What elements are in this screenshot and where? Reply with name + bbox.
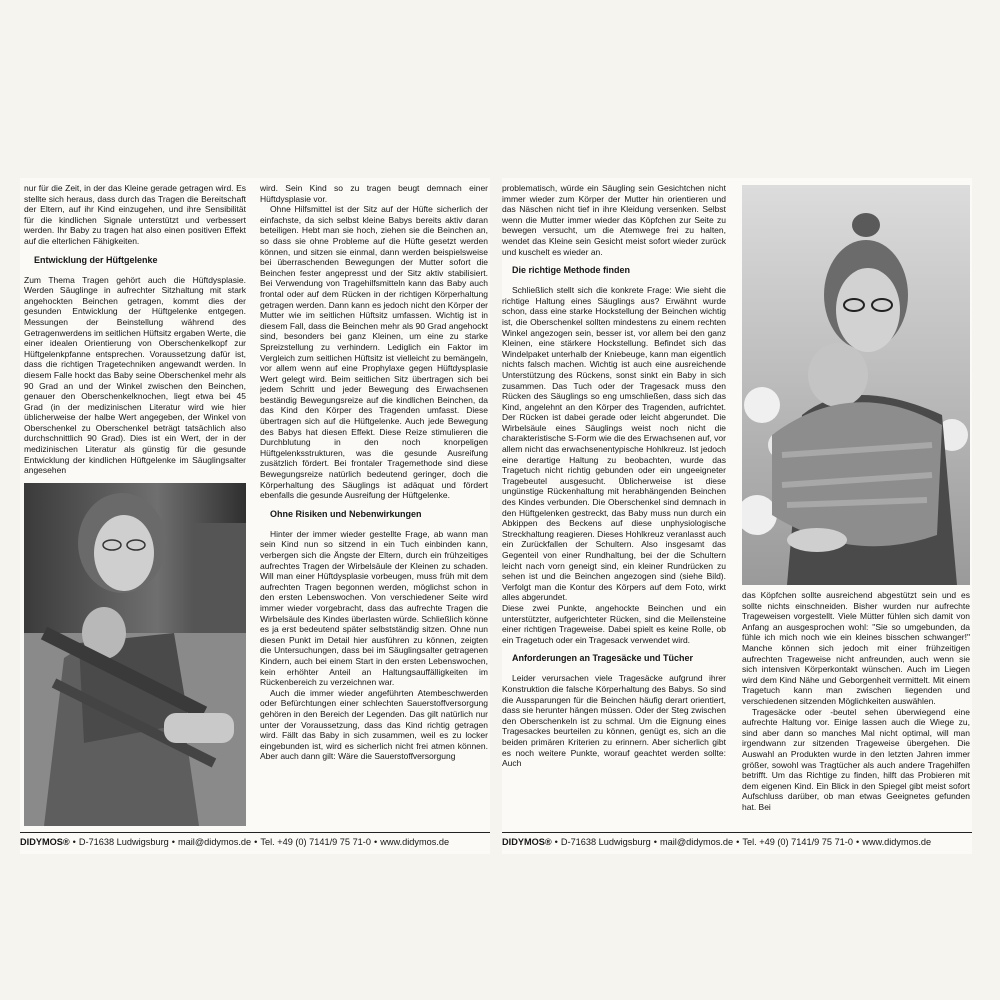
page-footer: DIDYMOS® • D-71638 Ludwigsburg • mail@didymos.de • Tel. +49 (0) 7141/9 75 71-0 • www.didymos.de	[20, 832, 490, 851]
paragraph: problematisch, würde ein Säugling sein Gesichtchen nicht immer wieder zum Körper der Mutter hin orientieren und das Näschen nicht tief in ihre Kleidung versenken. Selbst wenn die Mutter immer wieder das Köpfchen zur Seite zu bewegen versucht, um die Atemwege frei zu halten, wendet das Kleine sein Gesicht meist sofort wieder zurück und kuschelt es wieder an.	[502, 183, 726, 257]
section-heading: Entwicklung der Hüftgelenke	[34, 254, 158, 265]
footer-phone: Tel. +49 (0) 7141/9 75 71-0	[260, 837, 371, 847]
footer-brand: DIDYMOS®	[502, 837, 552, 847]
footer-address: D-71638 Ludwigsburg	[78, 837, 169, 847]
left-page	[20, 178, 490, 854]
footer-web[interactable]: www.didymos.de	[380, 837, 450, 847]
paragraph: Auch die immer wieder angeführten Atembeschwerden oder Befürchtungen einer schlechten Sauerstoffversorgung gehören in den Bereich der Legenden. Das gilt natürlich nur unter der Voraussetzung, dass das Kind richtig getragen wird. Fällt das Baby in sich zusammen, weil es zu locker eingebunden ist, wird es sicherlich nicht frei atmen können. Aber auch dann gilt: Wäre die Sauerstoffversorgung	[260, 687, 488, 762]
page-footer: DIDYMOS® • D-71638 Ludwigsburg • mail@didymos.de • Tel. +49 (0) 7141/9 75 71-0 • www.didymos.de	[502, 832, 972, 851]
footer-email[interactable]: mail@didymos.de	[660, 837, 734, 847]
paragraph: Diese zwei Punkte, angehockte Beinchen und ein unterstützter, aufgerichteter Rücken, sind die Meilensteine einer richtigen Trageweise. Dabei spielt es keine Rolle, ob ein Tragetuch oder ein Tragesack verwendet wird.	[502, 602, 726, 645]
right-page	[502, 178, 972, 854]
paragraph: Ohne Hilfsmittel ist der Sitz auf der Hüfte sicherlich der einfachste, da sich selbst kleine Babys bereits aktiv daran beteiligen. Hebt man sie hoch, ziehen sie die Beinchen an, so dass sie ohne Probleme auf die Hüfte gesetzt werden können, und sitzen sie einmal, dann werden beispielsweise bei überraschenden Bewegungen der Mutter sofort die Beinchen fester angepresst und der Sitz aktiv stabilisiert. Bei Verwendung von Tragehilfsmitteln kann das Baby auch frontal oder auf dem Rücken in der richtigen Körperhaltung getragen werden. Dann kann es jedoch nicht den Körper der Mutter wie im seitlichen Hüftsitz umfassen. Wichtig ist in diesem Fall, dass die Beinchen mehr als 90 Grad angehockt sind, besonders bei ganz Kleinen, um eine zu starke Spreizstellung zu verhindern. Lediglich ein Faktor im Vergleich zum seitlichen Hüftsitz ist vielleicht zu bemängeln, vor allem wenn auf eine Prophylaxe gegen Hüftdysplasie Wert gelegt wird. Beim seitlichen Sitz übertragen sich bei jedem Schritt und jeder Bewegung des Erwachsenen beständig Bewegungsreize auf die kindlichen Beinchen, da das Kind den Körper des Tragenden umfasst. Diese übertragen sich auf die Hüftgelenke. Auch jede Bewegung des Babys hat diesen Effekt. Diese Reize stimulieren die Durchblutung in den noch knorpeligen Hüftgelenksstrukturen, was die gesunde Ausreifung zusätzlich fördert. Bei frontaler Tragemethode sind diese Bewegungsreize natürlich bedeutend geringer, doch die Körperhaltung des Säuglings ist adäquat und fördert ebenfalls die gesunde Ausreifung der Hüftgelenke.	[260, 204, 488, 501]
paragraph: Leider verursachen viele Tragesäcke aufgrund ihrer Konstruktion die falsche Körperhaltung des Babys. So sind die Aussparungen für die Beinchen häufig derart orientiert, dass sie herunter hängen müssen. Oder der Steg zwischen den Oberschenkeln ist zu schmal. Um die Eignung eines Tragesackes beurteilen zu können, genügt es, sich an die beiden primären Kriterien zu erinnern. Aber sicherlich gibt es noch weitere Punkte, worauf geachtet werden sollte: Auch	[502, 673, 726, 769]
paragraph: Hinter der immer wieder gestellte Frage, ab wann man sein Kind nun so sitzend in ein Tuch einbinden kann, verbergen sich die Ängste der Eltern, durch ein frühzeitiges aufrechtes Tragen der Wirbelsäule der Kleinen zu schaden. Will man einer Hüftdysplasie vorbeugen, muss früh mit dem aufrechten Tragen begonnen werden, möglichst schon in den ersten Lebenswochen. Von verschiedener Seite wird immer wieder vorgebracht, dass das aufrechte Tragen die Wirbelsäule des Kindes überlasten würde. Schließlich könne es ja erst bedeutend später selbstständig sitzen. Ohne nun diesen Punkt im Detail hier ausführen zu können, zeigten die Untersuchungen, dass bei im Säuglingsalter getragenen Kindern, auch bei einem Start in den ersten Lebenswochen, kein erhöhter Anteil an Haltungsauffälligkeiten im Rückenbereich zu verzeichnen war.	[260, 528, 488, 688]
paragraph: Zum Thema Tragen gehört auch die Hüftdysplasie. Werden Säuglinge in aufrechter Sitzhaltung mit stark angehockten Beinchen getragen, kommt dies der gesunden Entwicklung der Hüftgelenke entgegen. Messungen der Beinstellung während des Getragenwerdens im seitlichen Hüftsitz ergaben Werte, die einer idealen Orientierung von Oberschenkelkopf zur Hüftgelenkpfanne entsprechen. Voraussetzung dafür ist, dass die richtigen Tragetechniken angewandt werden. In diesem Falle hockt das Baby seine Oberschenkel mehr als 90 Grad an und der Winkel zwischen den Beinchen, genauer den Oberschenkelknochen, liegt etwa bei 45 Grad (in der medizinischen Literatur wird wie hier üblicherweise der halbe Wert angegeben, der Winkel von Oberschenkel zu Oberschenkel beträgt tatsächlich also durchschnittlich 90 Grad). Dies ist ein Wert, der in der medizinischen Literatur als günstig für die gesunde Entwicklung der kindlichen Hüftgelenke im Säuglingsalter angesehen	[24, 274, 246, 476]
photo-image	[742, 185, 970, 585]
footer-brand: DIDYMOS®	[20, 837, 70, 847]
section-heading: Die richtige Methode finden	[512, 265, 631, 276]
left-column-1-text	[24, 183, 246, 481]
footer-phone: Tel. +49 (0) 7141/9 75 71-0	[742, 837, 853, 847]
footer-email[interactable]: mail@didymos.de	[178, 837, 252, 847]
photo-woman-with-baby-in-wrap	[742, 185, 970, 585]
section-heading: Anforderungen an Tragesäcke und Tücher	[512, 653, 694, 664]
section-heading: Ohne Risiken und Nebenwirkungen	[270, 508, 422, 519]
footer-web[interactable]: www.didymos.de	[862, 837, 932, 847]
right-column-2-text	[742, 590, 970, 830]
photo-image	[24, 483, 246, 826]
paragraph: das Köpfchen sollte ausreichend abgestützt sein und es sollte nichts einschneiden. Bisher wurden nur aufrechte Trageweisen vorgestellt. Viele Mütter fühlen sich damit von Anfang an ausgesprochen wohl: "Sie so umgebunden, da fühle ich mich noch wie ein kleines bisschen schwanger!" Manche können sich jedoch mit einer frühzeitigen aufrechten Trageweise nicht anfreunden, auch wenn sie sich intensiven Körperkontakt wünschen. Auch im Liegen wird dem Kind Nähe und Geborgenheit vermittelt. Mit einem Tragetuch kann man zwischen liegenden und verschiedenen sitzenden Möglichkeiten auswählen.	[742, 590, 970, 706]
photo-mother-with-baby-in-sling	[24, 483, 246, 826]
paragraph: Schließlich stellt sich die konkrete Frage: Wie sieht die richtige Haltung eines Säuglings aus? Erwähnt wurde schon, dass eine starke Hockstellung der Beinchen wichtig ist, die Oberschenkel sollten mindestens zu einem rechten Winkel angezogen sein, besser ist, vor allem bei den ganz Kleinen, eine stärkere Hockstellung. Befindet sich das Windelpaket unterhalb der Kniebeuge, kann man eigentlich nichts falsch machen. Wichtig ist auch eine ausreichende Unterstützung des Rückens, sonst sinkt ein Baby in sich zusammen. Das Tuch oder der Tragesack muss den Rücken des Säuglings so eng umschließen, dass sich das Kind, angelehnt an den Körper des Tragenden, aufrichtet. Der Rücken ist dabei gerade oder leicht abgerundet. Die Wirbelsäule eines Säuglings weist noch nicht die charakteristische S-Form wie die des Erwachsenen auf, vor allem nicht das erwachsenentypische Hohlkreuz. Ist jedoch eine derartige Haltung zu beobachten, wurde das Tragetuch nicht richtig gebunden oder ein ungeeigneter Tragebeutel ausgesucht. Üblicherweise ist diese ungünstige Rückenhaltung mit herabhängenden Beinchen des Kindes verbunden. Die Oberschenkel sind demnach in den Hüftgelenken gestreckt, das Baby muss nun durch ein Abkippen des Beckens auf diese unphysiologische Streckhaltung reagieren. Dieses Hohlkreuz veranlasst auch ein Zurückfallen der Schultern. Also insgesamt das Gegenteil von einer Rundhaltung, bei der die Schultern leicht nach vorn geneigt sind, ein kleiner Rundrücken zu sehen ist und die Beinchen angezogen sind (siehe Bild). Verfolgt man die Kontur des Körpers auf dem Foto, wirkt alles abgerundet.	[502, 285, 726, 603]
paragraph: wird. Sein Kind so zu tragen beugt demnach einer Hüftdysplasie vor.	[260, 183, 488, 204]
footer-address: D-71638 Ludwigsburg	[560, 837, 651, 847]
paragraph: Tragesäcke oder -beutel sehen überwiegend eine aufrechte Haltung vor. Einige lassen auch die Wiege zu, sind aber dann so manches Mal nicht optimal, will man irgendwann zur sitzenden Trageweise übergehen. Die Auswahl an Produkten wurde in den letzten Jahren immer größer, sowohl was Tragtücher als auch andere Tragehilfen betrifft. Um das Richtige zu finden, hilft das Probieren mit dem eigenen Kind. Ein Blick in den Spiegel gibt meist sofort Aufschluss darüber, ob man etwas Geeignetes gefunden hat. Bei	[742, 706, 970, 812]
right-column-1-text	[502, 183, 726, 828]
left-column-2-text	[260, 183, 488, 828]
paragraph: nur für die Zeit, in der das Kleine gerade getragen wird. Es stellte sich heraus, dass durch das Tragen die Bereitschaft der Eltern, auf ihr Kind einzugehen, und ihre Sensibilität für die kindlichen Signale unterstützt und verbessert werden. Ihr Baby zu tragen hat also einen positiven Effekt auf die elterlichen Fähigkeiten.	[24, 183, 246, 246]
